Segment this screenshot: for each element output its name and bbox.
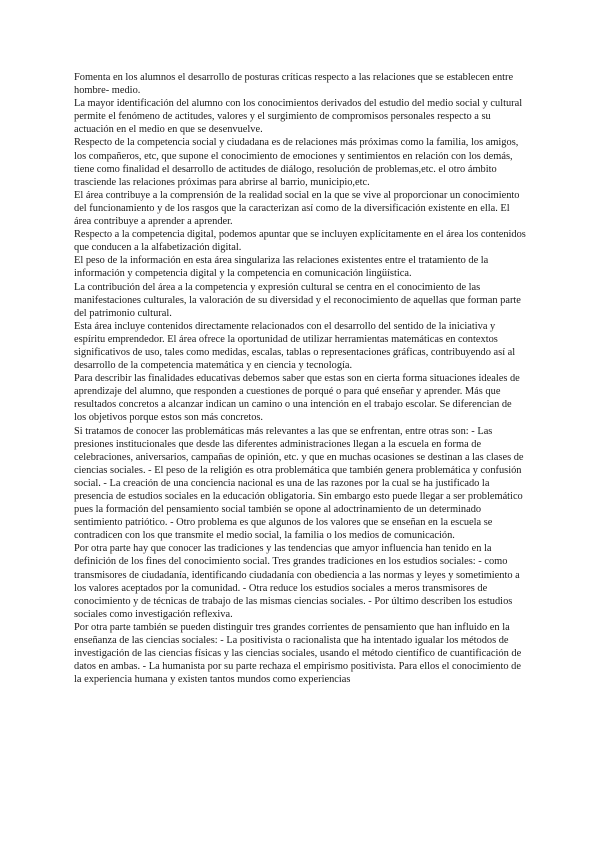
paragraph: Respecto a la competencia digital, podemos apuntar que se incluyen explícitamente en el área los contenidos que conducen a la alfabetización digital. — [74, 229, 526, 254]
paragraph: Por otra parte también se pueden distinguir tres grandes corrientes de pensamiento que han influido en la enseñanza de las ciencias sociales: - La positivista o racionalista que ha intentado igualar los métodos de investigación de las ciencias físicas y las ciencias sociales, usando el método científico de cuantificación de datos en ambas. - La humanista por su parte rechaza el empirismo positivista. Para ellos el conocimiento de la experiencia humana y existen tantos mundos como experiencias — [74, 621, 522, 686]
paragraph: Fomenta en los alumnos el desarrollo de posturas críticas respecto a las relaciones que se establecen entre hombre- medio. — [74, 72, 514, 97]
paragraph: La mayor identificación del alumno con los conocimientos derivados del estudio del medio social y cultural permite el fenómeno de actitudes, valores y el surgimiento de compromisos personales respecto a su actuación en el medio en que se desenvuelve. — [74, 98, 523, 136]
paragraph: Para describir las finalidades educativas debemos saber que estas son en cierta forma situaciones ideales de aprendizaje del alumno, que responden a cuestiones de porqué o para qué enseñar y aprender. Más que resultados concretos a alcanzar indican un camino o una intención en el trabajo escolar. Se diferencian de los objetivos porque estos son más concretos. — [74, 373, 520, 424]
paragraph: El peso de la información en esta área singulariza las relaciones existentes entre el tratamiento de la información y competencia digital y la competencia en comunicación lingüística. — [74, 255, 489, 280]
paragraph: La contribución del área a la competencia y expresión cultural se centra en el conocimiento de las manifestaciones culturales, la valoración de su diversidad y el reconocimiento de aquellas que forman parte del patrimonio cultural. — [74, 281, 521, 319]
paragraph: Respecto de la competencia social y ciudadana es de relaciones más próximas como la familia, los amigos, los compañeros, etc, que supone el conocimiento de emociones y sentimientos en relación con los demás, tiene como finalidad el desarrollo de actitudes de diálogo, resolución de problemas,etc. el otro ámbito trasciende las relaciones próximas para abrirse al barrio, municipio,etc. — [74, 137, 519, 188]
paragraph: Por otra parte hay que conocer las tradiciones y las tendencias que amyor influencia han tenido en la definición de los fines del conocimiento social. Tres grandes tradiciones en los estudios sociales: - como transmisores de ciudadanía, identificando ciudadanía con obediencia a las normas y leyes y sometimiento a los valores aceptados por la comunidad. - Otra reduce los estudios sociales a meros transmisores de conocimiento y de técnicas de trabajo de las mismas ciencias sociales. - Por último describen los estudios sociales como investigación reflexiva. — [74, 543, 520, 620]
paragraph: El área contribuye a la comprensión de la realidad social en la que se vive al proporcionar un conocimiento del funcionamiento y de los rasgos que la caracterizan así como de la diversificación existente en ella. El área contribuye a aprender a aprender. — [74, 189, 520, 228]
paragraph: Esta área incluye contenidos directamente relacionados con el desarrollo del sentido de la iniciativa y espíritu emprendedor. El área ofrece la oportunidad de utilizar herramientas matemáticas en contextos significativos de uso, tales como medidas, escalas, tablas o representaciones gráficas, contribuyendo así al desarrollo de la competencia matemática y en ciencia y tecnología. — [74, 320, 516, 372]
paragraph: Si tratamos de conocer las problemáticas más relevantes a las que se enfrentan, entre otras son: - Las presiones institucionales que desde las diferentes administraciones llegan a la escuela en forma de celebraciones, aniversarios, campañas de opinión, etc. y que en muchas ocasiones se destinan a las clases de ciencias sociales. - El peso de la religión es otra problemática que también genera problemática y confusión social. - La creación de una conciencia nacional es una de las razones por la cual se ha justificado la presencia de estudios sociales en la educación obligatoria. Sin embargo esto puede llegar a ser problemático pues la formación del pensamiento social también se opone al adoctrinamiento de un determinado sentimiento patriótico. - Otro problema es que algunos de los valores que se enseñan en la escuela se contradicen con los que transmite el medio social, la familia o los medios de comunicación. — [74, 425, 524, 542]
document-body — [74, 71, 526, 686]
